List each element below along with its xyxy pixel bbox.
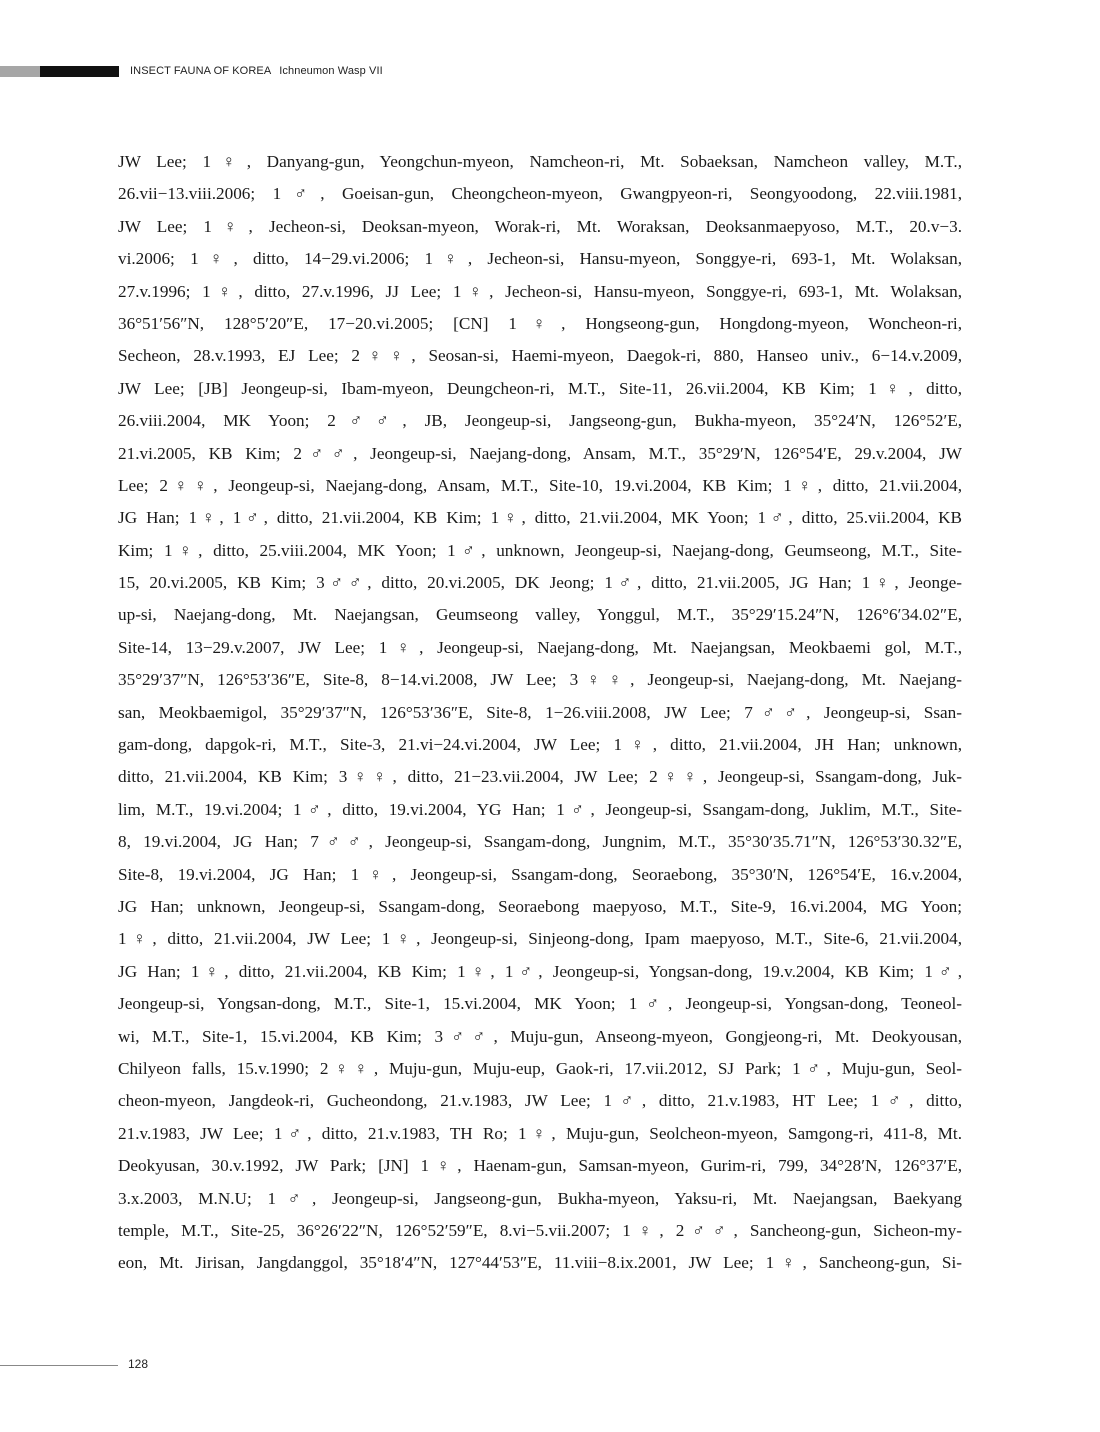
body-line: JW Lee; 1♀, Jecheon-si, Deoksan-myeon, Worak-ri, Mt. Woraksan, Deoksanmaepyoso, M.T., 20.v−3.: [118, 216, 962, 236]
running-header: [130, 65, 383, 77]
body-line: 26.vii−13.viii.2006; 1♂, Goeisan-gun, Cheongcheon-myeon, Gwangpyeon-ri, Seongyoodong, 22.viii.1981,: [118, 184, 962, 204]
body-line: vi.2006; 1♀, ditto, 14−29.vi.2006; 1♀, Jecheon-si, Hansu-myeon, Songgye-ri, 693-1, Mt. Wolaksan,: [118, 249, 962, 269]
body-line: san, Meokbaemigol, 35°29′37″N, 126°53′36″E, Site-8, 1−26.viii.2008, JW Lee; 7♂♂, Jeongeup-si, Ssan-: [118, 702, 962, 722]
header-series: INSECT FAUNA OF KOREA: [130, 65, 272, 77]
body-line: Secheon, 28.v.1993, EJ Lee; 2♀♀, Seosan-si, Haemi-myeon, Daegok-ri, 880, Hanseo univ., 6−14.v.2009,: [118, 346, 962, 366]
footer-rule: [0, 1365, 118, 1366]
body-text: [118, 146, 962, 1280]
body-line: ditto, 21.vii.2004, KB Kim; 3♀♀, ditto, 21−23.vii.2004, JW Lee; 2♀♀, Jeongeup-si, Ssangam-dong, Juk-: [118, 767, 962, 787]
body-line: gam-dong, dapgok-ri, M.T., Site-3, 21.vi−24.vi.2004, JW Lee; 1♀, ditto, 21.vii.2004, JH Han; unknown,: [118, 735, 962, 755]
body-line: 8, 19.vi.2004, JG Han; 7♂♂, Jeongeup-si, Ssangam-dong, Jungnim, M.T., 35°30′35.71″N, 126°53′30.32″E,: [118, 832, 962, 852]
body-line: wi, M.T., Site-1, 15.vi.2004, KB Kim; 3♂♂, Muju-gun, Anseong-myeon, Gongjeong-ri, Mt. Deokyousan,: [118, 1026, 962, 1046]
body-line: temple, M.T., Site-25, 36°26′22″N, 126°52′59″E, 8.vi−5.vii.2007; 1♀, 2♂♂, Sancheong-gun, Sicheon-my-: [118, 1220, 962, 1240]
header-bar-gray: [0, 66, 40, 77]
header-subtitle: Ichneumon Wasp VII: [279, 65, 383, 77]
body-line: 36°51′56″N, 128°5′20″E, 17−20.vi.2005; [CN] 1♀, Hongseong-gun, Hongdong-myeon, Woncheon-ri,: [118, 313, 962, 333]
body-line: JG Han; unknown, Jeongeup-si, Ssangam-dong, Seoraebong maepyoso, M.T., Site-9, 16.vi.2004, MG Yoon;: [118, 896, 962, 916]
body-line: cheon-myeon, Jangdeok-ri, Gucheondong, 21.v.1983, JW Lee; 1♂, ditto, 21.v.1983, HT Lee; 1♂, ditto,: [118, 1091, 962, 1111]
page-number: 128: [128, 1357, 149, 1371]
body-line: JG Han; 1♀, 1♂, ditto, 21.vii.2004, KB Kim; 1♀, ditto, 21.vii.2004, MK Yoon; 1♂, ditto, 25.vii.2004, KB: [118, 508, 962, 528]
body-line: Kim; 1♀, ditto, 25.viii.2004, MK Yoon; 1♂, unknown, Jeongeup-si, Naejang-dong, Geumseong, M.T., Site-: [118, 540, 962, 560]
body-line: up-si, Naejang-dong, Mt. Naejangsan, Geumseong valley, Yonggul, M.T., 35°29′15.24″N, 126°6′34.02″E,: [118, 605, 962, 625]
body-line: lim, M.T., 19.vi.2004; 1♂, ditto, 19.vi.2004, YG Han; 1♂, Jeongeup-si, Ssangam-dong, Juklim, M.T., Site-: [118, 799, 962, 819]
body-line: 1♀, ditto, 21.vii.2004, JW Lee; 1♀, Jeongeup-si, Sinjeong-dong, Ipam maepyoso, M.T., Site-6, 21.vii.2004,: [118, 929, 962, 949]
body-line: 21.vi.2005, KB Kim; 2♂♂, Jeongeup-si, Naejang-dong, Ansam, M.T., 35°29′N, 126°54′E, 29.v.2004, JW: [118, 443, 962, 463]
body-line: 21.v.1983, JW Lee; 1♂, ditto, 21.v.1983, TH Ro; 1♀, Muju-gun, Seolcheon-myeon, Samgong-ri, 411-8, Mt.: [118, 1123, 962, 1143]
body-line: Deokyusan, 30.v.1992, JW Park; [JN] 1♀, Haenam-gun, Samsan-myeon, Gurim-ri, 799, 34°28′N, 126°37′E,: [118, 1156, 962, 1176]
body-line: Chilyeon falls, 15.v.1990; 2♀♀, Muju-gun, Muju-eup, Gaok-ri, 17.vii.2012, SJ Park; 1♂, Muju-gun, Seol-: [118, 1058, 962, 1078]
body-line: Lee; 2♀♀, Jeongeup-si, Naejang-dong, Ansam, M.T., Site-10, 19.vi.2004, KB Kim; 1♀, ditto, 21.vii.2004,: [118, 475, 962, 495]
header-bar-black: [40, 66, 119, 77]
body-line: 15, 20.vi.2005, KB Kim; 3♂♂, ditto, 20.vi.2005, DK Jeong; 1♂, ditto, 21.vii.2005, JG Han; 1♀, Jeonge-: [118, 573, 962, 593]
body-line: 3.x.2003, M.N.U; 1♂, Jeongeup-si, Jangseong-gun, Bukha-myeon, Yaksu-ri, Mt. Naejangsan, Baekyang: [118, 1188, 962, 1208]
body-line: 35°29′37″N, 126°53′36″E, Site-8, 8−14.vi.2008, JW Lee; 3♀♀, Jeongeup-si, Naejang-dong, Mt. Naejang-: [118, 670, 962, 690]
body-line: JW Lee; 1♀, Danyang-gun, Yeongchun-myeon, Namcheon-ri, Mt. Sobaeksan, Namcheon valley, M.T.,: [118, 152, 962, 171]
body-line: Jeongeup-si, Yongsan-dong, M.T., Site-1, 15.vi.2004, MK Yoon; 1♂, Jeongeup-si, Yongsan-dong, Teoneol-: [118, 994, 962, 1014]
body-line: JG Han; 1♀, ditto, 21.vii.2004, KB Kim; 1♀, 1♂, Jeongeup-si, Yongsan-dong, 19.v.2004, KB Kim; 1♂,: [118, 961, 962, 981]
body-line: 27.v.1996; 1♀, ditto, 27.v.1996, JJ Lee; 1♀, Jecheon-si, Hansu-myeon, Songgye-ri, 693-1, Mt. Wolaksan,: [118, 281, 962, 301]
body-line: Site-8, 19.vi.2004, JG Han; 1♀, Jeongeup-si, Ssangam-dong, Seoraebong, 35°30′N, 126°54′E, 16.v.2004,: [118, 864, 962, 884]
body-line: eon, Mt. Jirisan, Jangdanggol, 35°18′4″N, 127°44′53″E, 11.viii−8.ix.2001, JW Lee; 1♀, Sancheong-gun, Si-: [118, 1253, 962, 1273]
body-line: Site-14, 13−29.v.2007, JW Lee; 1♀, Jeongeup-si, Naejang-dong, Mt. Naejangsan, Meokbaemi gol, M.T.,: [118, 637, 962, 657]
body-line: 26.viii.2004, MK Yoon; 2♂♂, JB, Jeongeup-si, Jangseong-gun, Bukha-myeon, 35°24′N, 126°52′E,: [118, 411, 962, 431]
body-line: JW Lee; [JB] Jeongeup-si, Ibam-myeon, Deungcheon-ri, M.T., Site-11, 26.vii.2004, KB Kim; 1♀, ditto,: [118, 378, 962, 398]
